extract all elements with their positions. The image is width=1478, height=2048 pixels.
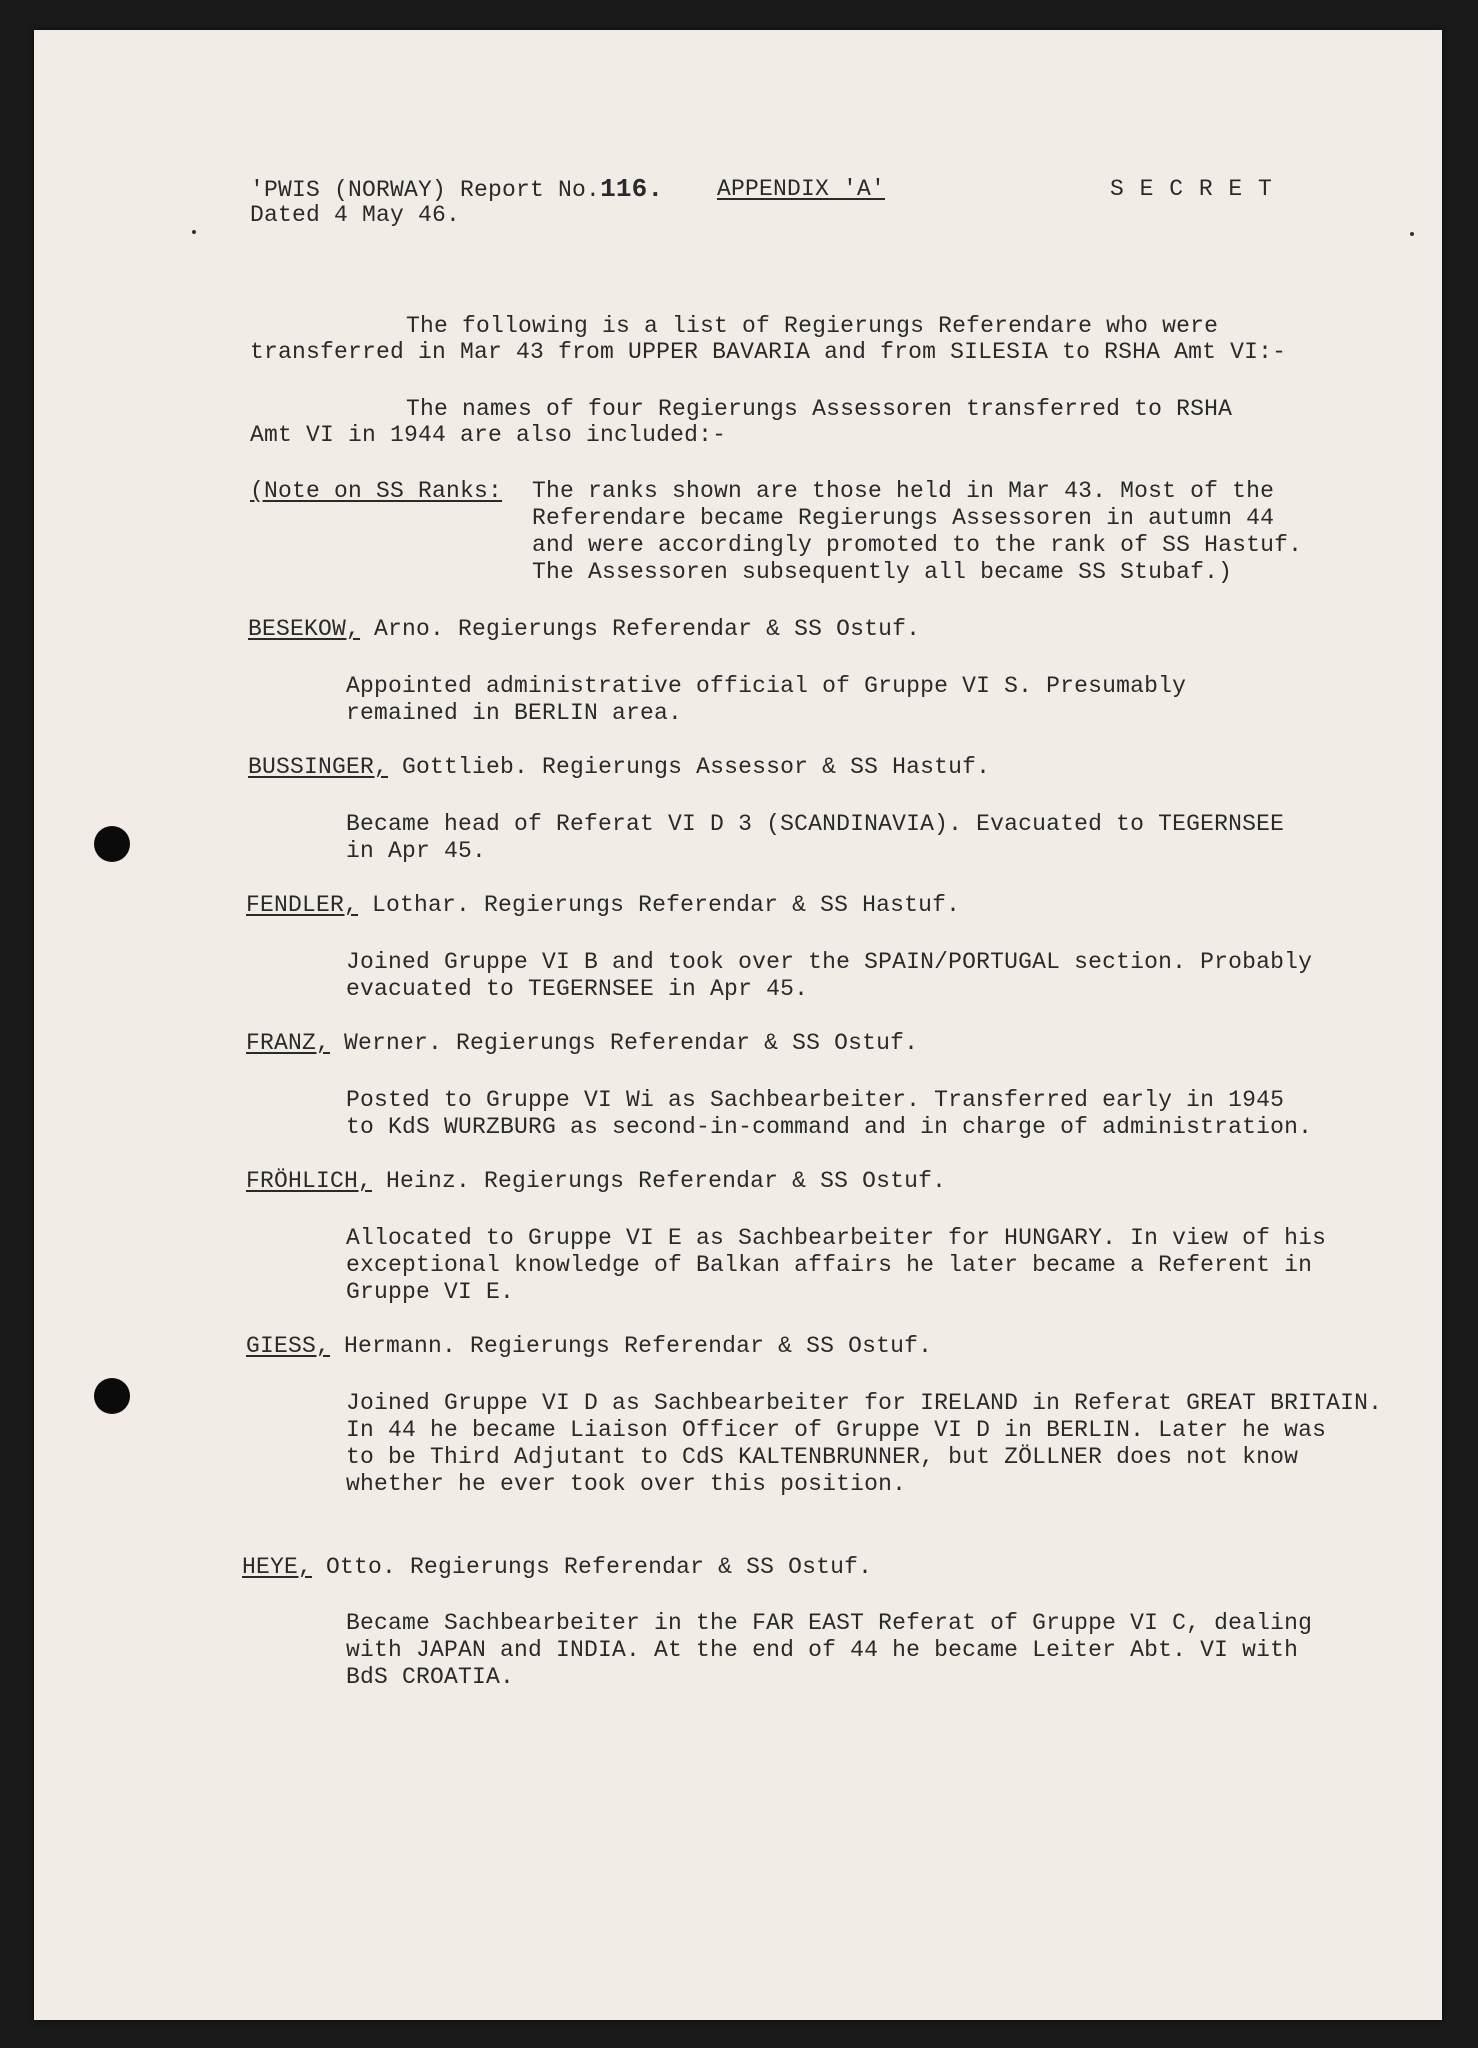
- report-date: Dated 4 May 46.: [250, 202, 461, 228]
- entry-surname: FENDLER,: [246, 892, 359, 918]
- entry-desc-line: to KdS WURZBURG as second-in-command and in charge of administration.: [346, 1114, 1313, 1140]
- entry-description: [346, 1390, 1382, 1498]
- note-line: Referendare became Regierungs Assessoren in autumn 44: [532, 505, 1275, 531]
- entry-desc-line: Gruppe VI E.: [346, 1279, 515, 1305]
- entry-desc-line: BdS CROATIA.: [346, 1664, 515, 1690]
- entry-desc-line: Posted to Gruppe VI Wi as Sachbearbeiter. Transferred early in 1945: [346, 1087, 1285, 1113]
- entry-surname: FRÖHLICH,: [246, 1168, 373, 1194]
- entry-description: [346, 1225, 1326, 1306]
- entry-heading: [248, 616, 920, 643]
- intro-line-4: Amt VI in 1944 are also included:-: [250, 422, 727, 448]
- entry-surname: HEYE,: [242, 1554, 313, 1580]
- entry-surname: FRANZ,: [246, 1030, 331, 1056]
- report-prefix: 'PWIS (NORWAY) Report No.: [250, 177, 601, 203]
- entry-description: [346, 673, 1186, 727]
- entry-rank: Werner. Regierungs Referendar & SS Ostuf.: [330, 1030, 919, 1056]
- report-number: 116.: [600, 174, 664, 204]
- intro-line-3: The names of four Regierungs Assessoren transferred to RSHA: [406, 396, 1233, 422]
- entry-desc-line: Became head of Referat VI D 3 (SCANDINAVIA). Evacuated to TEGERNSEE: [346, 811, 1285, 837]
- entry-desc-line: Became Sachbearbeiter in the FAR EAST Referat of Gruppe VI C, dealing: [346, 1610, 1313, 1636]
- ink-speck: [192, 230, 196, 234]
- note-line: and were accordingly promoted to the rank of SS Hastuf.: [532, 532, 1303, 558]
- note-line: The Assessoren subsequently all became SS Stubaf.): [532, 559, 1233, 585]
- classification-label: S E C R E T: [1110, 176, 1273, 202]
- intro-line-2: transferred in Mar 43 from UPPER BAVARIA and from SILESIA to RSHA Amt VI:-: [250, 339, 1287, 365]
- entry-heading: [246, 1333, 932, 1360]
- entry-desc-line: evacuated to TEGERNSEE in Apr 45.: [346, 976, 809, 1002]
- note-text: [532, 478, 1302, 586]
- ink-speck: [1410, 232, 1414, 236]
- entry-rank: Hermann. Regierungs Referendar & SS Ostuf.: [330, 1333, 933, 1359]
- entry-desc-line: remained in BERLIN area.: [346, 700, 683, 726]
- entry-desc-line: In 44 he became Liaison Officer of Gruppe VI D in BERLIN. Later he was: [346, 1417, 1327, 1443]
- entry-rank: Otto. Regierungs Referendar & SS Ostuf.: [312, 1554, 873, 1580]
- entry-description: [346, 949, 1312, 1003]
- entry-heading: [246, 1168, 946, 1195]
- document-page: [34, 30, 1442, 2020]
- entry-rank: Lothar. Regierungs Referendar & SS Hastuf.: [358, 892, 961, 918]
- punch-hole: [94, 1378, 130, 1414]
- entry-surname: BESEKOW,: [248, 616, 361, 642]
- entry-description: [346, 1087, 1312, 1141]
- entry-heading: [248, 754, 990, 781]
- entry-surname: GIESS,: [246, 1333, 331, 1359]
- entry-rank: Arno. Regierungs Referendar & SS Ostuf.: [360, 616, 921, 642]
- appendix-label: APPENDIX 'A': [717, 176, 886, 202]
- entry-description: [346, 1610, 1312, 1691]
- entry-desc-line: with JAPAN and INDIA. At the end of 44 he became Leiter Abt. VI with: [346, 1637, 1299, 1663]
- entry-rank: Heinz. Regierungs Referendar & SS Ostuf.: [372, 1168, 947, 1194]
- entry-desc-line: to be Third Adjutant to CdS KALTENBRUNNER, but ZÖLLNER does not know: [346, 1444, 1299, 1470]
- entry-desc-line: in Apr 45.: [346, 838, 487, 864]
- entry-surname: BUSSINGER,: [248, 754, 389, 780]
- entry-rank: Gottlieb. Regierungs Assessor & SS Hastuf.: [388, 754, 991, 780]
- punch-hole: [94, 826, 130, 862]
- entry-heading: [246, 1030, 918, 1057]
- entry-description: [346, 811, 1284, 865]
- entry-desc-line: Joined Gruppe VI B and took over the SPAIN/PORTUGAL section. Probably: [346, 949, 1313, 975]
- entry-desc-line: Joined Gruppe VI D as Sachbearbeiter for IRELAND in Referat GREAT BRITAIN.: [346, 1390, 1383, 1416]
- intro-line-1: The following is a list of Regierungs Referendare who were: [406, 313, 1219, 339]
- note-label: (Note on SS Ranks:: [250, 478, 503, 504]
- entry-desc-line: whether he ever took over this position.: [346, 1471, 907, 1497]
- entry-desc-line: Appointed administrative official of Gruppe VI S. Presumably: [346, 673, 1187, 699]
- note-line: The ranks shown are those held in Mar 43. Most of the: [532, 478, 1275, 504]
- entry-heading: [246, 892, 960, 919]
- entry-desc-line: exceptional knowledge of Balkan affairs he later became a Referent in: [346, 1252, 1313, 1278]
- entry-desc-line: Allocated to Gruppe VI E as Sachbearbeiter for HUNGARY. In view of his: [346, 1225, 1327, 1251]
- entry-heading: [242, 1554, 872, 1581]
- report-header: [250, 176, 663, 204]
